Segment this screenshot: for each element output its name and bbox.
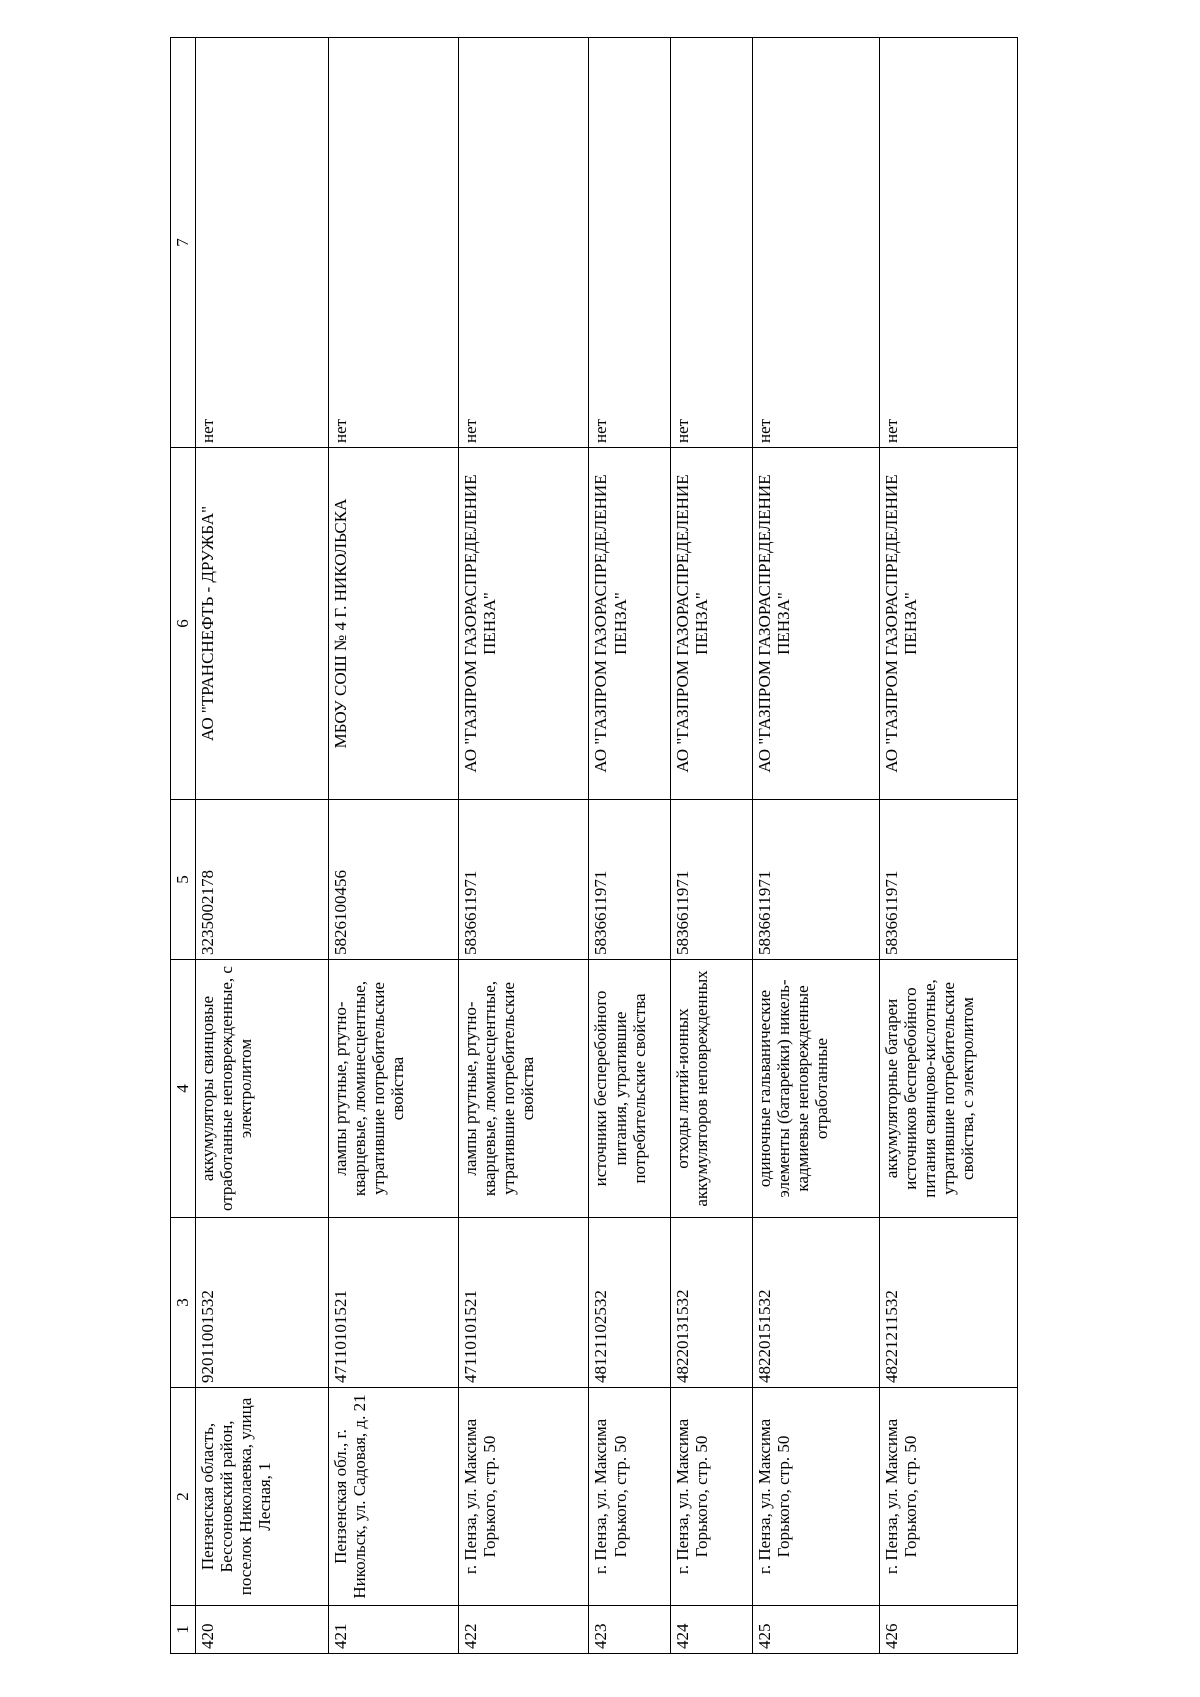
header-cell-5: 5 bbox=[171, 800, 196, 960]
header-cell-3: 3 bbox=[171, 1218, 196, 1388]
inn-cell: 5836611971 bbox=[671, 800, 753, 960]
waste-name-cell: аккумуляторы свинцовые отработанные неповрежденные, с электролитом bbox=[196, 960, 329, 1218]
header-cell-2: 2 bbox=[171, 1388, 196, 1606]
organization-cell: АО "ТРАНСНЕФТЬ - ДРУЖБА" bbox=[196, 448, 329, 800]
table-row bbox=[589, 38, 671, 1654]
address-cell: г. Пенза, ул. Максима Горького, стр. 50 bbox=[589, 1388, 671, 1606]
flag-cell: нет bbox=[671, 38, 753, 448]
waste-code-cell: 48221211532 bbox=[880, 1218, 1018, 1388]
inn-cell: 5836611971 bbox=[459, 800, 589, 960]
flag-cell: нет bbox=[752, 38, 879, 448]
row-number: 422 bbox=[459, 1606, 589, 1654]
flag-cell: нет bbox=[880, 38, 1018, 448]
organization-cell: АО "ГАЗПРОМ ГАЗОРАСПРЕДЕЛЕНИЕ ПЕНЗА" bbox=[880, 448, 1018, 800]
header-cell-1: 1 bbox=[171, 1606, 196, 1654]
waste-name-cell: отходы литий-ионных аккумуляторов неповрежденных bbox=[671, 960, 753, 1218]
waste-registry-table bbox=[170, 37, 1018, 1654]
flag-cell: нет bbox=[589, 38, 671, 448]
address-cell: Пензенская область, Бессоновский район, поселок Николаевка, улица Лесная, 1 bbox=[196, 1388, 329, 1606]
table-row bbox=[196, 38, 329, 1654]
row-number: 426 bbox=[880, 1606, 1018, 1654]
flag-cell: нет bbox=[328, 38, 458, 448]
table-row bbox=[671, 38, 753, 1654]
organization-cell: АО "ГАЗПРОМ ГАЗОРАСПРЕДЕЛЕНИЕ ПЕНЗА" bbox=[671, 448, 753, 800]
table-row bbox=[459, 38, 589, 1654]
inn-cell: 3235002178 bbox=[196, 800, 329, 960]
waste-name-cell: лампы ртутные, ртутно-кварцевые, люминесцентные, утратившие потребительские свойства bbox=[459, 960, 589, 1218]
header-cell-6: 6 bbox=[171, 448, 196, 800]
table-row bbox=[880, 38, 1018, 1654]
rotated-table-wrapper bbox=[170, 38, 1018, 1654]
inn-cell: 5836611971 bbox=[589, 800, 671, 960]
flag-cell: нет bbox=[196, 38, 329, 448]
organization-cell: АО "ГАЗПРОМ ГАЗОРАСПРЕДЕЛЕНИЕ ПЕНЗА" bbox=[589, 448, 671, 800]
organization-cell: АО "ГАЗПРОМ ГАЗОРАСПРЕДЕЛЕНИЕ ПЕНЗА" bbox=[459, 448, 589, 800]
inn-cell: 5836611971 bbox=[880, 800, 1018, 960]
header-row bbox=[171, 38, 196, 1654]
address-cell: г. Пенза, ул. Максима Горького, стр. 50 bbox=[880, 1388, 1018, 1606]
row-number: 425 bbox=[752, 1606, 879, 1654]
waste-name-cell: лампы ртутные, ртутно-кварцевые, люминесцентные, утратившие потребительские свойства bbox=[328, 960, 458, 1218]
table-row bbox=[752, 38, 879, 1654]
waste-code-cell: 47110101521 bbox=[328, 1218, 458, 1388]
table-row bbox=[328, 38, 458, 1654]
waste-name-cell: источники бесперебойного питания, утратившие потребительские свойства bbox=[589, 960, 671, 1218]
waste-code-cell: 92011001532 bbox=[196, 1218, 329, 1388]
address-cell: г. Пенза, ул. Максима Горького, стр. 50 bbox=[752, 1388, 879, 1606]
waste-code-cell: 48220151532 bbox=[752, 1218, 879, 1388]
organization-cell: АО "ГАЗПРОМ ГАЗОРАСПРЕДЕЛЕНИЕ ПЕНЗА" bbox=[752, 448, 879, 800]
inn-cell: 5836611971 bbox=[752, 800, 879, 960]
organization-cell: МБОУ СОШ № 4 Г. НИКОЛЬСКА bbox=[328, 448, 458, 800]
flag-cell: нет bbox=[459, 38, 589, 448]
address-cell: Пензенская обл., г. Никольск, ул. Садовая, д. 21 bbox=[328, 1388, 458, 1606]
header-cell-7: 7 bbox=[171, 38, 196, 448]
row-number: 420 bbox=[196, 1606, 329, 1654]
waste-name-cell: аккумуляторные батареи источников бесперебойного питания свинцово-кислотные, утратившие потребительские свойства, с электролитом bbox=[880, 960, 1018, 1218]
document-page bbox=[170, 38, 978, 1649]
header-cell-4: 4 bbox=[171, 960, 196, 1218]
address-cell: г. Пенза, ул. Максима Горького, стр. 50 bbox=[671, 1388, 753, 1606]
waste-code-cell: 48121102532 bbox=[589, 1218, 671, 1388]
waste-code-cell: 47110101521 bbox=[459, 1218, 589, 1388]
inn-cell: 5826100456 bbox=[328, 800, 458, 960]
row-number: 421 bbox=[328, 1606, 458, 1654]
waste-code-cell: 48220131532 bbox=[671, 1218, 753, 1388]
waste-name-cell: одиночные гальванические элементы (батарейки) никель-кадмиевые неповрежденные отработанные bbox=[752, 960, 879, 1218]
address-cell: г. Пенза, ул. Максима Горького, стр. 50 bbox=[459, 1388, 589, 1606]
row-number: 423 bbox=[589, 1606, 671, 1654]
row-number: 424 bbox=[671, 1606, 753, 1654]
